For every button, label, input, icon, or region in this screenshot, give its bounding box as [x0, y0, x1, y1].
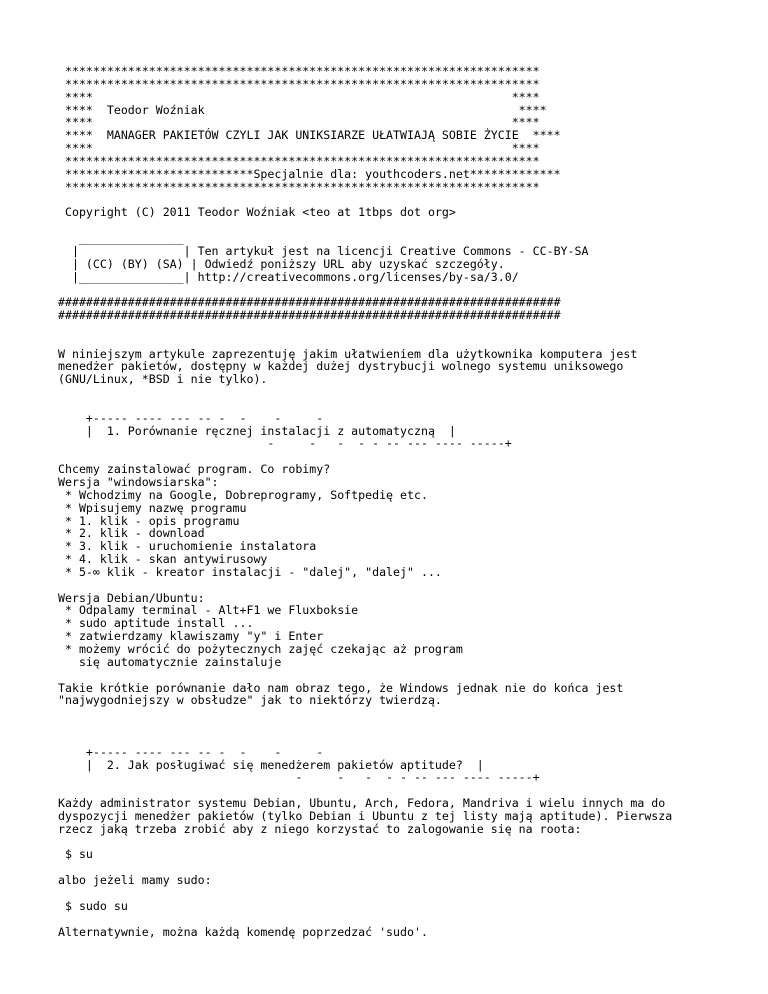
list-item: się automatycznie zainstaluje [58, 654, 282, 669]
separator-line: ######################################################################## [58, 308, 561, 323]
command-su: $ su [58, 847, 93, 862]
license-box-top: _______________ [58, 230, 184, 245]
section-2-border-bottom: - - - - - -- --- ---- -----+ [58, 770, 540, 785]
section-1-text: Wersja Debian/Ubuntu: [58, 590, 205, 605]
list-item: * sudo aptitude install ... [58, 616, 254, 631]
section-1-border-top: +----- ---- --- -- - - - - [58, 410, 324, 425]
banner-dedication: ***************************Specjalnie dla: youthcoders.net************* [58, 166, 561, 181]
document-page [58, 65, 758, 938]
section-1-summary: Takie krótkie porównanie dało nam obraz tego, że Windows jednak nie do końca jest [58, 680, 624, 695]
section-2-text: Każdy administrator systemu Debian, Ubuntu, Arch, Fedora, Mandriva i wielu innych ma do [58, 796, 666, 811]
banner-line: ******************************************************************** [58, 64, 540, 78]
section-1-text: Chcemy zainstalować program. Co robimy? [58, 462, 331, 477]
list-item: * możemy wrócić do pożytecznych zajęć czekając aż program [58, 641, 463, 656]
list-item: * 5-∞ klik - kreator instalacji - "dalej", "dalej" ... [58, 564, 442, 579]
copyright-notice: Copyright (C) 2011 Teodor Woźniak <teo at 1tbps dot org> [58, 205, 456, 220]
license-box-line: |_______________| http://creativecommons.org/licenses/by-sa/3.0/ [58, 269, 519, 284]
section-1-summary: "najwygodniejszy w obsłudze" jak to niektórzy twierdzą. [58, 693, 442, 708]
intro-paragraph: W niniejszym artykule zaprezentuję jakim ułatwieniem dla użytkownika komputera jest [58, 346, 638, 361]
banner-line: **** **** [58, 141, 540, 156]
list-item: * Odpalamy terminal - Alt+F1 we Fluxboksie [58, 603, 359, 618]
section-2-text: rzecz jaką trzeba zrobić aby z niego korzystać to zalogowanie się na roota: [58, 821, 582, 836]
list-item: * 2. klik - download [58, 526, 205, 541]
banner-line: ******************************************************************** [58, 153, 540, 168]
list-item: * zatwierdzamy klawiszamy "y" i Enter [58, 629, 324, 644]
banner-line: ******************************************************************** [58, 76, 540, 91]
license-box-line: | (CC) (BY) (SA) | Odwiedź poniższy URL aby uzyskać szczegóły. [58, 256, 505, 271]
separator-line: ######################################################################## [58, 295, 561, 310]
section-2-border-top: +----- ---- --- -- - - - - [58, 744, 324, 759]
command-sudo-su: $ sudo su [58, 898, 128, 913]
banner-line: **** **** [58, 89, 540, 104]
banner-line: **** **** [58, 115, 540, 130]
list-item: * 3. klik - uruchomienie instalatora [58, 539, 317, 554]
list-item: * 1. klik - opis programu [58, 513, 240, 528]
list-item: * 4. klik - skan antywirusowy [58, 552, 268, 567]
section-2-text: dyspozycji menedżer pakietów (tylko Debian i Ubuntu z tej listy mają aptitude). Pierwsza [58, 808, 673, 823]
section-1-heading: | 1. Porównanie ręcznej instalacji z automatyczną | [58, 423, 456, 438]
section-2-text: albo jeżeli mamy sudo: [58, 873, 212, 888]
section-1-text: Wersja "windowsiarska": [58, 475, 219, 489]
section-1-border-bottom: - - - - - -- --- ---- -----+ [58, 436, 512, 451]
document-text [58, 65, 758, 938]
list-item: * Wpisujemy nazwę programu [58, 500, 247, 515]
banner-line: ******************************************************************** [58, 179, 540, 194]
banner-title: **** MANAGER PAKIETÓW CZYLI JAK UNIKSIARZE UŁATWIAJĄ SOBIE ŻYCIE **** [58, 128, 561, 143]
section-2-text: Alternatywnie, można każdą komendę poprzedzać 'sudo'. [58, 924, 428, 939]
license-box-line: | | Ten artykuł jest na licencji Creative Commons - CC-BY-SA [58, 243, 589, 258]
intro-paragraph: menedżer pakietów, dostępny w każdej dużej dystrybucji wolnego systemu uniksowego [58, 359, 624, 374]
intro-paragraph: (GNU/Linux, *BSD i nie tylko). [58, 372, 268, 387]
section-2-heading: | 2. Jak posługiwać się menedżerem pakietów aptitude? | [58, 757, 484, 772]
banner-author: **** Teodor Woźniak **** [58, 102, 547, 117]
list-item: * Wchodzimy na Google, Dobreprogramy, Softpedię etc. [58, 487, 428, 502]
